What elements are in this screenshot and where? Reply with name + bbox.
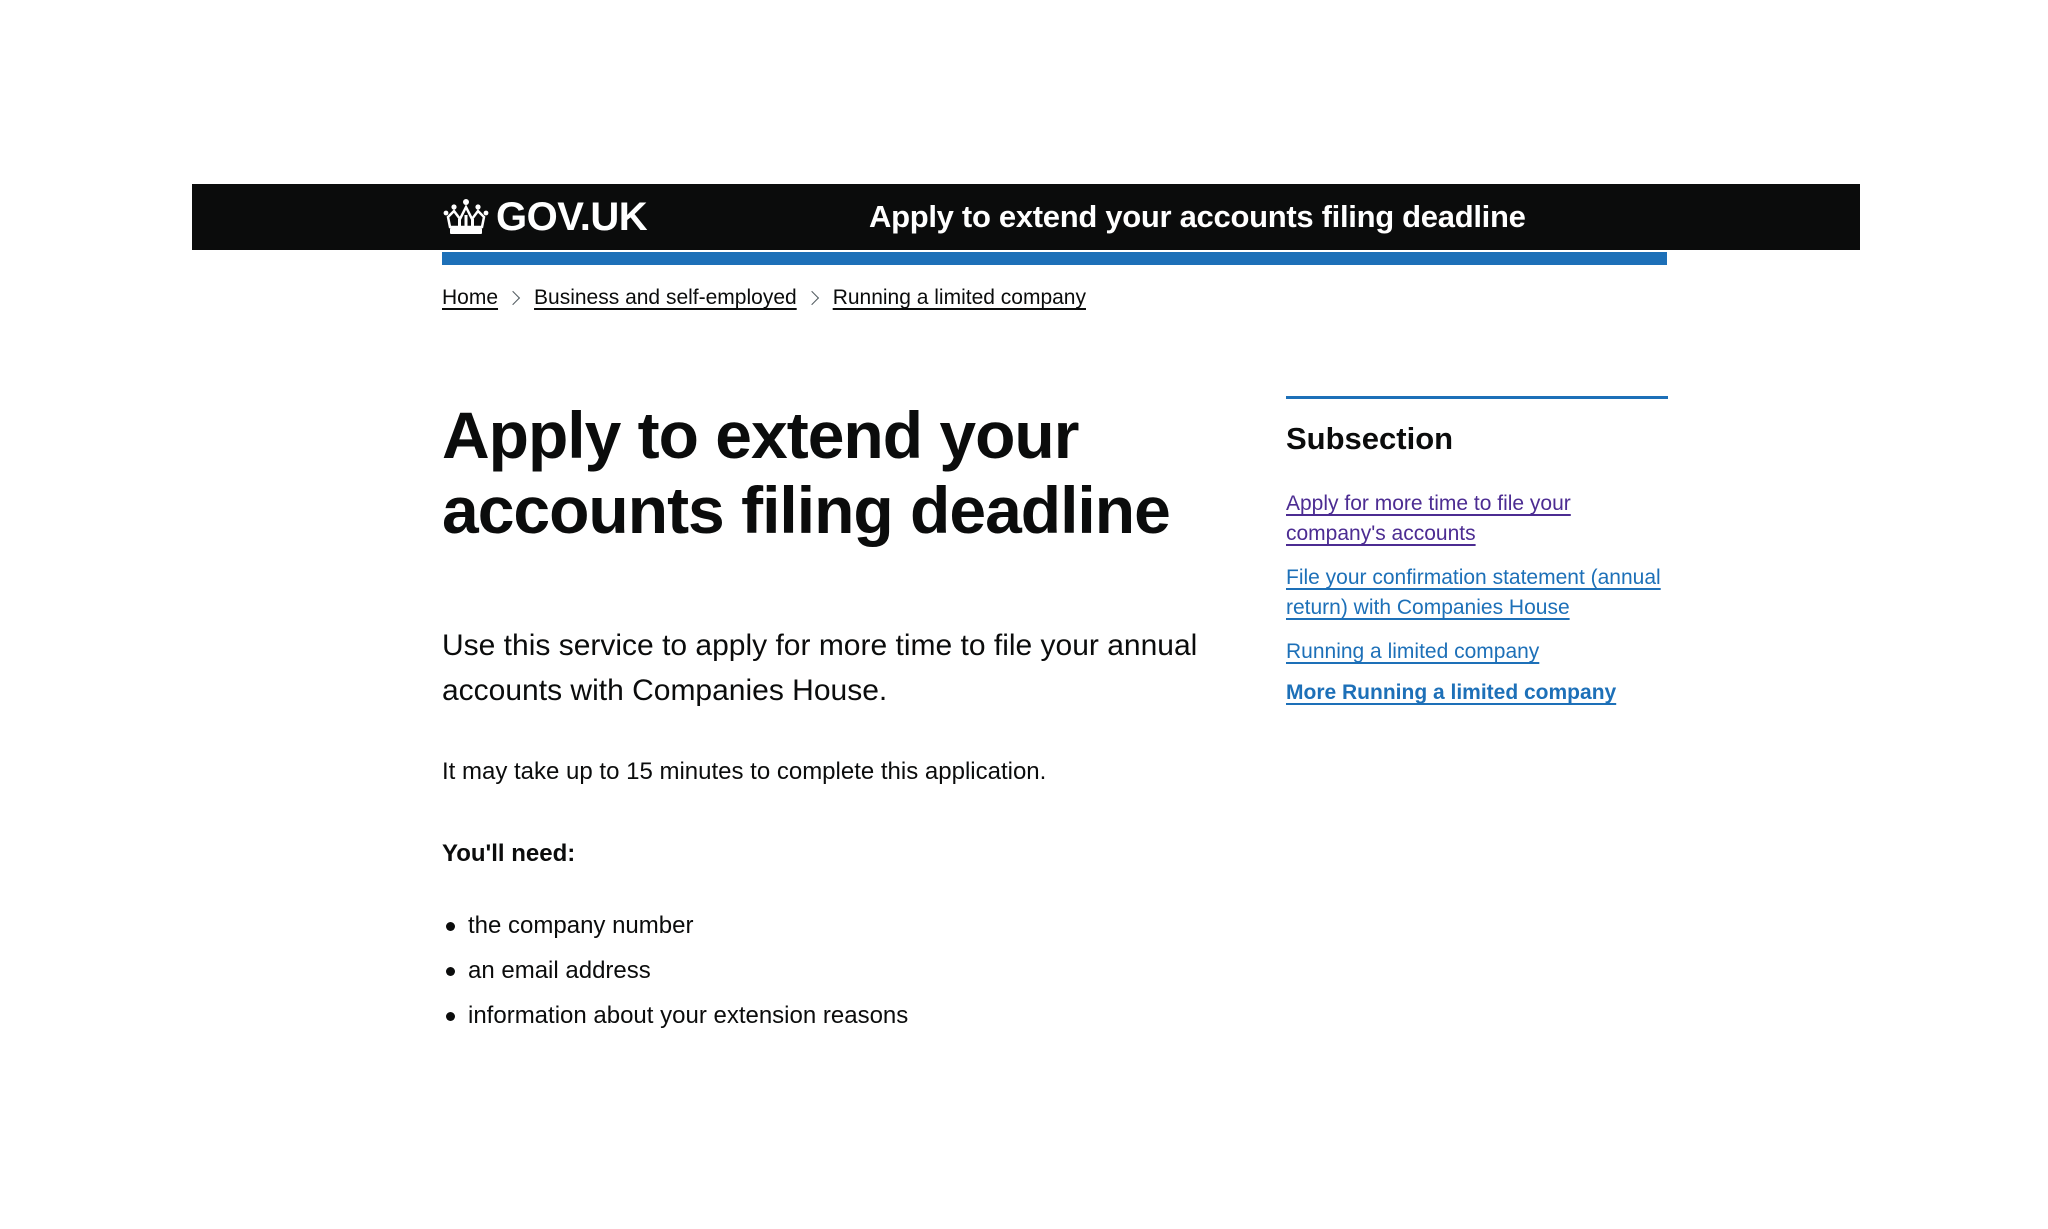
page-title: Apply to extend your accounts filing deadline — [442, 398, 1170, 547]
crown-icon — [442, 197, 490, 237]
list-item: an email address — [442, 951, 908, 996]
sidebar-link-confirmation-statement[interactable]: File your confirmation statement (annual return) with Companies House — [1286, 566, 1661, 619]
sidebar-item — [1286, 489, 1668, 549]
breadcrumb — [442, 286, 1086, 310]
sidebar-more — [1286, 681, 1668, 705]
need-heading: You'll need: — [442, 840, 576, 867]
logo-text: GOV.UK — [496, 194, 648, 239]
need-list — [442, 906, 908, 1041]
related-sidebar — [1286, 396, 1668, 705]
service-name-link[interactable]: Apply to extend your accounts filing deadline — [869, 199, 1526, 234]
site-header — [192, 184, 1860, 250]
list-item: information about your extension reasons — [442, 996, 908, 1041]
list-item: the company number — [442, 906, 908, 951]
sidebar-item — [1286, 637, 1668, 667]
sidebar-link-running-company[interactable]: Running a limited company — [1286, 640, 1540, 663]
chevron-right-icon — [506, 291, 520, 305]
breadcrumb-business[interactable]: Business and self-employed — [534, 286, 797, 309]
chevron-right-icon — [805, 291, 819, 305]
sidebar-item — [1286, 563, 1668, 623]
sidebar-heading: Subsection — [1286, 421, 1454, 456]
sidebar-links — [1286, 489, 1668, 667]
sidebar-more-link[interactable]: More Running a limited company — [1286, 681, 1617, 704]
lead-paragraph: Use this service to apply for more time to file your annual accounts with Companies House. — [442, 629, 1198, 707]
govuk-logo-link[interactable] — [442, 192, 647, 242]
breadcrumb-home[interactable]: Home — [442, 286, 499, 309]
time-note: It may take up to 15 minutes to complete this application. — [442, 758, 1047, 785]
header-blue-bar — [442, 252, 1667, 265]
sidebar-link-more-time[interactable]: Apply for more time to file your company's accounts — [1286, 492, 1571, 545]
breadcrumb-running-company[interactable]: Running a limited company — [832, 286, 1086, 309]
